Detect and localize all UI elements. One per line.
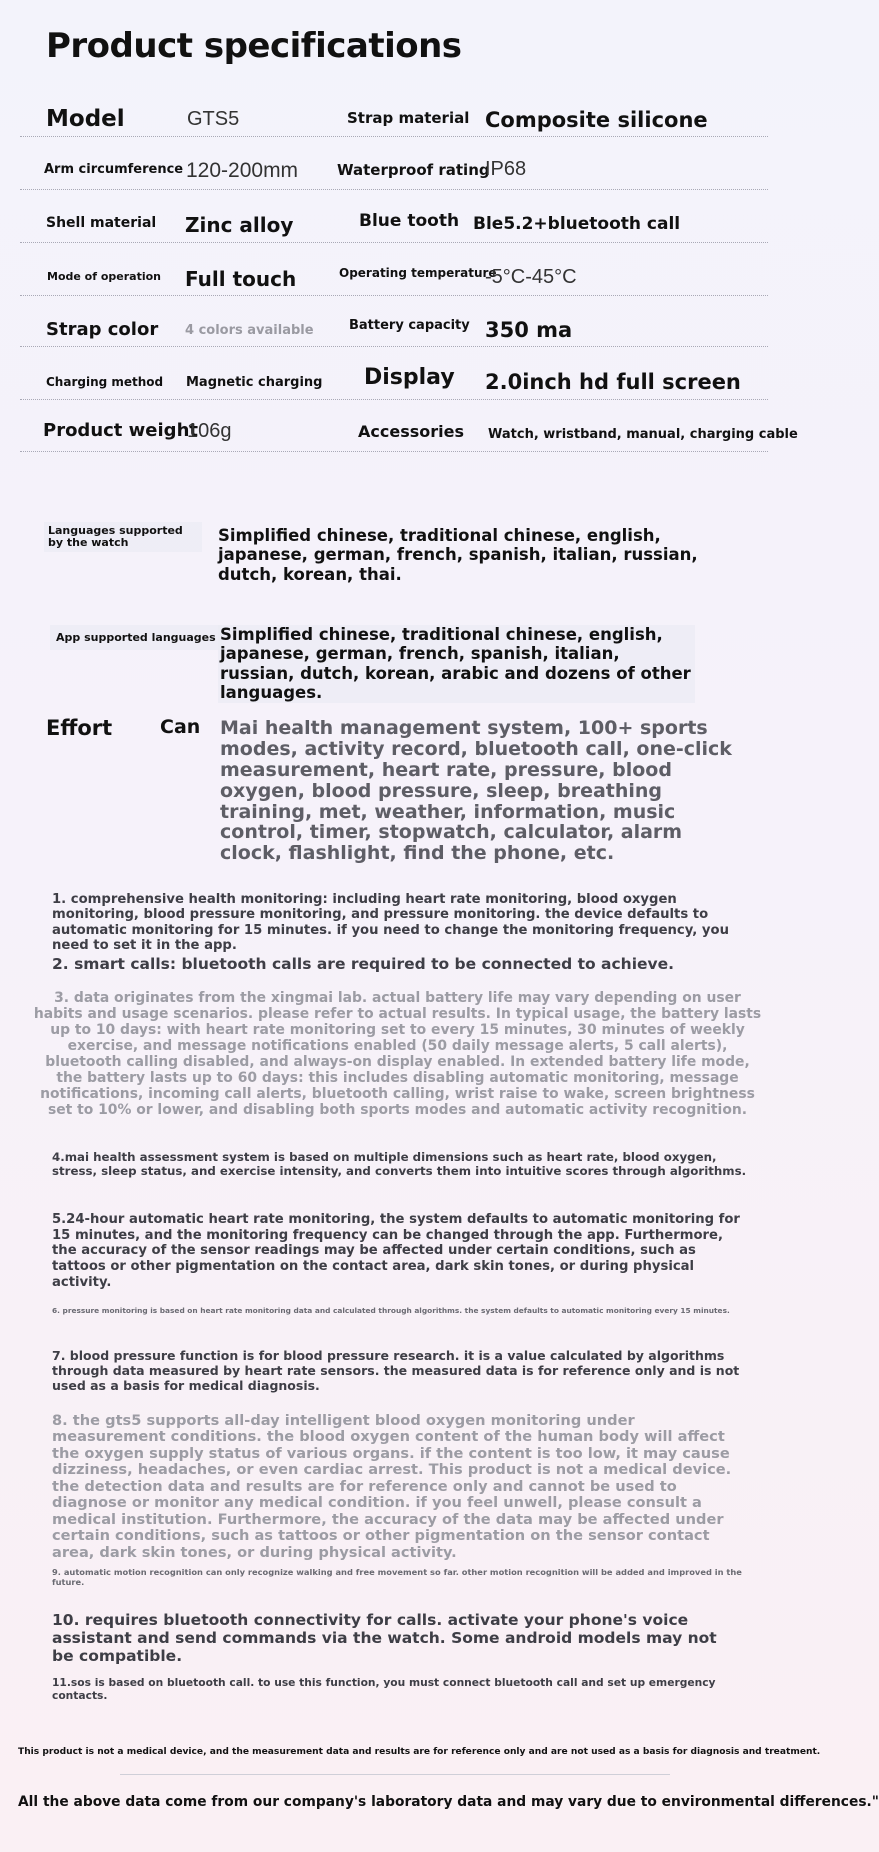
spec-value-charging: Magnetic charging [186, 375, 323, 390]
effort-label-can: Can [160, 716, 201, 738]
spec-value-display: 2.0inch hd full screen [485, 370, 741, 394]
row-divider [20, 451, 768, 452]
app-languages-label: App supported languages [50, 625, 222, 650]
spec-value-weight: 106g [187, 420, 232, 442]
spec-label-charging: Charging method [46, 375, 164, 389]
lab-data-note: All the above data come from our company's laboratory data and may vary due to environmental differences." [18, 1794, 879, 1810]
spec-value-waterproof: IP68 [485, 158, 527, 180]
spec-value-bluetooth: Ble5.2+bluetooth call [473, 214, 681, 234]
watch-languages-label: Languages supported by the watch [44, 522, 202, 552]
function-list: Mai health management system, 100+ sports modes, activity record, bluetooth call, one-click measurement, heart rate, pressure, blood oxygen, blood pressure, sleep, breathing training, met, weather, information, music control, timer, stopwatch, calculator, alarm clock, flashlight, find the phone, etc. [220, 717, 732, 865]
row-divider [20, 242, 768, 243]
spec-label-strap-material: Strap material [347, 109, 470, 127]
row-divider [20, 399, 768, 400]
spec-value-shell: Zinc alloy [185, 213, 294, 237]
spec-value-arm: 120-200mm [186, 159, 299, 182]
effort-label: Effort [46, 716, 113, 740]
row-divider [20, 136, 768, 137]
note-8: 8. the gts5 supports all-day intelligent blood oxygen monitoring under measurement conditions. the blood oxygen content of the human body will affect the oxygen supply status of various organs. if the content is too low, it may cause dizziness, headaches, or even cardiac arrest. This product is not a medical device. the detection data and results are for reference only and cannot be used to diagnose or monitor any medical condition. if you feel unwell, please consult a medical institution. Furthermore, the accuracy of the data may be affected under certain conditions, such as tattoos or other pigmentation on the sensor contact area, dark skin tones, or during physical activity. [52, 1412, 732, 1561]
note-2: 2. smart calls: bluetooth calls are required to be connected to achieve. [52, 955, 675, 973]
spec-label-weight: Product weight [43, 420, 198, 441]
note-4: 4.mai health assessment system is based on multiple dimensions such as heart rate, blood oxygen, stress, sleep status, and exercise intensity, and converts them into intuitive scores through algorithms. [52, 1150, 747, 1178]
spec-label-waterproof: Waterproof rating [337, 161, 490, 179]
note-3: 3. data originates from the xingmai lab. actual battery life may vary depending on user habits and usage scenarios. please refer to actual results. In typical usage, the battery lasts up to 10 days: with heart rate monitoring set to every 15 minutes, 30 minutes of weekly exercise, and message notifications enabled (50 daily message alerts, 5 call alerts), bluetooth calling disabled, and always-on display enabled. In extended battery life mode, the battery lasts up to 60 days: this includes disabling automatic monitoring, message notifications, incoming call alerts, bluetooth calling, wrist raise to wake, screen brightness set to 10% or lower, and disabling both sports modes and automatic activity recognition. [33, 990, 762, 1118]
spec-value-strap-material: Composite silicone [485, 108, 708, 132]
page-title: Product specifications [46, 26, 462, 66]
spec-value-accessories: Watch, wristband, manual, charging cable [488, 427, 798, 442]
footer-divider [120, 1774, 670, 1775]
note-1: 1. comprehensive health monitoring: including heart rate monitoring, blood oxygen monitoring, blood pressure monitoring, and pressure monitoring. the device defaults to automatic monitoring for 15 minutes. if you need to change the monitoring frequency, you need to set it in the app. [52, 892, 729, 953]
note-6: 6. pressure monitoring is based on heart rate monitoring data and calculated through algorithms. the system defaults to automatic monitoring every 15 minutes. [52, 1306, 730, 1315]
spec-label-bluetooth: Blue tooth [359, 211, 460, 231]
row-divider [20, 346, 768, 347]
spec-label-display: Display [364, 365, 455, 390]
watch-languages-value: Simplified chinese, traditional chinese, english, japanese, german, french, spanish, italian, russian, dutch, korean, thai. [218, 526, 698, 584]
note-7: 7. blood pressure function is for blood pressure research. it is a value calculated by algorithms through data measured by heart rate sensors. the measured data is for reference only and is not used as a basis for medical diagnosis. [52, 1348, 740, 1393]
spec-label-shell: Shell material [46, 215, 157, 231]
spec-value-temperature: -5°C-45°C [485, 266, 577, 288]
spec-label-temperature: Operating temperature [339, 266, 497, 280]
spec-value-model: GTS5 [187, 108, 240, 130]
medical-disclaimer: This product is not a medical device, and the measurement data and results are for reference only and are not used as a basis for diagnosis and treatment. [18, 1747, 821, 1757]
note-5: 5.24-hour automatic heart rate monitoring, the system defaults to automatic monitoring for 15 minutes, and the monitoring frequency can be changed through the app. Furthermore, the accuracy of the sensor readings may be affected under certain conditions, such as tattoos or other pigmentation on the contact area, dark skin tones, or during physical activity. [52, 1212, 740, 1290]
spec-label-arm: Arm circumference [44, 162, 184, 177]
row-divider [20, 295, 768, 296]
spec-label-mode: Mode of operation [47, 270, 161, 283]
app-languages-value: Simplified chinese, traditional chinese, english, japanese, german, french, spanish, italian, russian, dutch, korean, arabic and dozens of other languages. [218, 625, 695, 703]
spec-value-mode: Full touch [185, 267, 297, 291]
spec-label-battery: Battery capacity [349, 318, 470, 333]
spec-label-accessories: Accessories [358, 422, 464, 441]
spec-label-model: Model [46, 106, 125, 132]
row-divider [20, 189, 768, 190]
spec-label-strap-color: Strap color [46, 319, 159, 340]
note-9: 9. automatic motion recognition can only recognize walking and free movement so far. other motion recognition will be added and improved in the future. [52, 1567, 742, 1587]
spec-value-battery: 350 ma [485, 318, 573, 342]
note-11: 11.sos is based on bluetooth call. to use this function, you must connect bluetooth call and set up emergency contacts. [52, 1676, 716, 1702]
spec-value-strap-color: 4 colors available [185, 323, 314, 338]
note-10: 10. requires bluetooth connectivity for calls. activate your phone's voice assistant and send commands via the watch. Some android models may not be compatible. [52, 1611, 717, 1665]
